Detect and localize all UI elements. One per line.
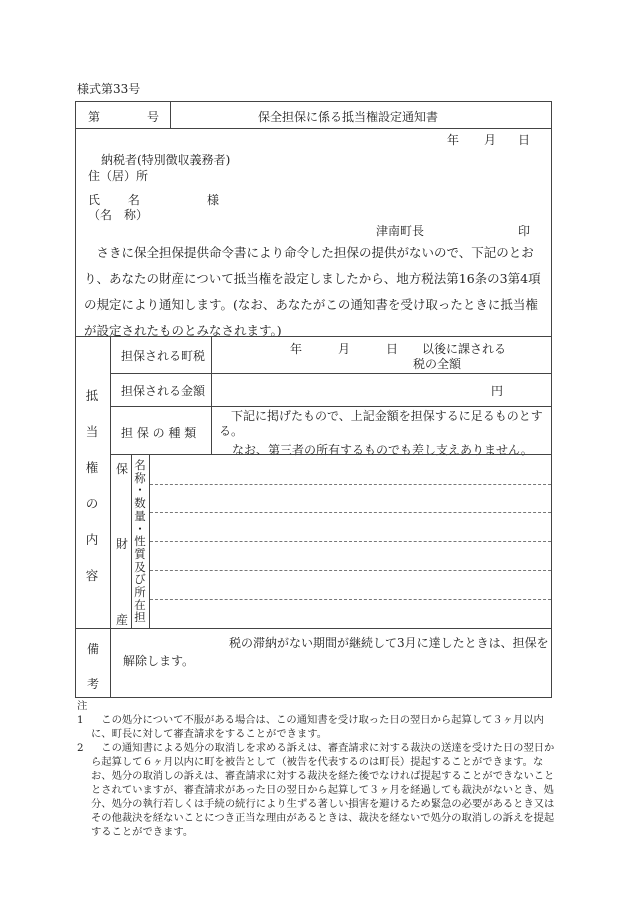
property-side-char: 財 bbox=[116, 537, 129, 551]
vertical-char: 及 bbox=[134, 559, 146, 574]
header-number-divider bbox=[170, 101, 171, 128]
vertical-char: び bbox=[134, 572, 146, 587]
date-year: 年 bbox=[447, 133, 460, 147]
tax-row-value-line2: 税の全額 bbox=[413, 357, 462, 371]
remarks-label-divider bbox=[110, 628, 111, 698]
amount-unit: 円 bbox=[491, 384, 504, 398]
note-text: この処分について不服がある場合は、この通知書を受け取った日の翌日から起算して３ヶ月以内に、町長に対して審査請求をすることができます。 bbox=[91, 714, 544, 740]
vertical-char: 名 bbox=[134, 458, 146, 472]
notes bbox=[77, 699, 555, 839]
remarks-text-line1: 税の滞納がない期間が継続して3月に達したときは、担保を bbox=[229, 636, 549, 650]
amount-row-label: 担保される金額 bbox=[121, 384, 206, 398]
tax-row-label: 担保される町税 bbox=[121, 349, 206, 363]
date-day: 日 bbox=[518, 133, 531, 147]
note-number: 2 bbox=[77, 742, 84, 754]
property-side-char: 産 bbox=[116, 613, 129, 627]
notice-body: さきに保全担保提供命令書により命令した担保の提供がないので、下記のとおり、あなたの財産について抵当権を設定しましたから、地方税法第16条の3第4項の規定により通知します。(なお、あなたがこの通知書を受け取ったときに抵当権が設定されたものとみなされます。) bbox=[84, 245, 541, 338]
remarks-label-char: 考 bbox=[87, 677, 100, 691]
vertical-char: 質 bbox=[134, 546, 146, 561]
vertical-char: 数 bbox=[134, 496, 146, 511]
row-divider-1 bbox=[110, 373, 552, 374]
vertical-char: ・ bbox=[134, 483, 146, 498]
vertical-char: の bbox=[85, 496, 99, 511]
vertical-char: 称 bbox=[134, 470, 146, 485]
content-vertical-label bbox=[82, 378, 102, 594]
vertical-char: 在 bbox=[134, 597, 146, 612]
vertical-char: 抵 bbox=[85, 388, 99, 403]
vertical-char: 量 bbox=[134, 508, 146, 523]
remarks-text-line2: 解除します。 bbox=[123, 654, 195, 668]
number-suffix: 号 bbox=[147, 110, 160, 124]
vertical-char: 権 bbox=[85, 460, 99, 475]
date-month: 月 bbox=[484, 133, 497, 147]
form-number: 様式第33号 bbox=[77, 82, 141, 96]
vertical-char: 容 bbox=[85, 568, 99, 583]
property-side-char: 保 bbox=[116, 462, 129, 476]
remarks-divider bbox=[75, 628, 552, 629]
taxpayer-label: 納税者(特別徴収義務者) bbox=[101, 153, 231, 167]
name-label: 氏 名 bbox=[88, 193, 140, 207]
address-label: 住（居）所 bbox=[88, 169, 149, 183]
vertical-char: 内 bbox=[85, 532, 99, 547]
tax-row-value-line1: 年 月 日 以後に課される bbox=[290, 342, 507, 356]
vertical-char: 所 bbox=[134, 585, 146, 600]
property-entry-line bbox=[150, 512, 551, 513]
property-entry-line bbox=[150, 570, 551, 571]
property-entry-line bbox=[150, 541, 551, 542]
vertical-char: 当 bbox=[85, 424, 99, 439]
number-prefix: 第 bbox=[88, 110, 101, 124]
vertical-char: 担 bbox=[134, 610, 146, 625]
note-number: 1 bbox=[77, 714, 84, 726]
header-divider bbox=[75, 128, 552, 129]
remarks-label-char: 備 bbox=[87, 642, 100, 656]
rows-label-divider bbox=[211, 336, 212, 454]
document-title: 保全担保に係る抵当権設定通知書 bbox=[258, 110, 439, 124]
content-label-divider bbox=[110, 336, 111, 628]
property-inner-divider-1 bbox=[131, 454, 132, 628]
issuer-name: 津南町長 bbox=[376, 224, 425, 238]
section-divider bbox=[75, 336, 552, 337]
row-divider-3 bbox=[110, 454, 552, 455]
name-note: （名 称） bbox=[88, 208, 149, 222]
type-row-text-2: なお、第三者の所有するものでも差し支えありません。 bbox=[232, 443, 533, 457]
note-item bbox=[77, 713, 555, 741]
property-entry-line bbox=[150, 484, 551, 485]
row-divider-2 bbox=[110, 406, 552, 407]
seal-mark: 印 bbox=[518, 224, 531, 238]
note-text: この通知書による処分の取消しを求める訴えは、審査請求に対する裁決の送達を受けた日の翌日から起算して６ヶ月以内に町を被告として（被告を代表するのは町長）提起することができます。なお、処分の取消しの訴えは、審査請求に対する裁決を経た後でなければ提起することができないこととされていますが、審査請求があった日の翌日から起算して３ヶ月を経過しても裁決がないとき、処分、処分の執行若しくは手続の続行により生ずる著しい損害を避けるため緊急の必要があるとき又はその他裁決を経ないことにつき正当な理由があるときは、裁決を経ないで処分の取消しの訴えを提起することができます。 bbox=[91, 742, 555, 838]
vertical-char: 性 bbox=[134, 534, 146, 549]
vertical-char: ・ bbox=[134, 521, 146, 536]
property-entry-line bbox=[150, 599, 551, 600]
note-item bbox=[77, 741, 555, 839]
honorific: 様 bbox=[207, 193, 220, 207]
type-row-label: 担 保 の 種 類 bbox=[121, 426, 197, 440]
notes-heading: 注 bbox=[77, 700, 88, 712]
property-detail-vertical-label bbox=[133, 459, 147, 624]
type-row-text-1: 下記に掲げたもので、上記金額を担保するに足るものとする。 bbox=[219, 409, 543, 438]
